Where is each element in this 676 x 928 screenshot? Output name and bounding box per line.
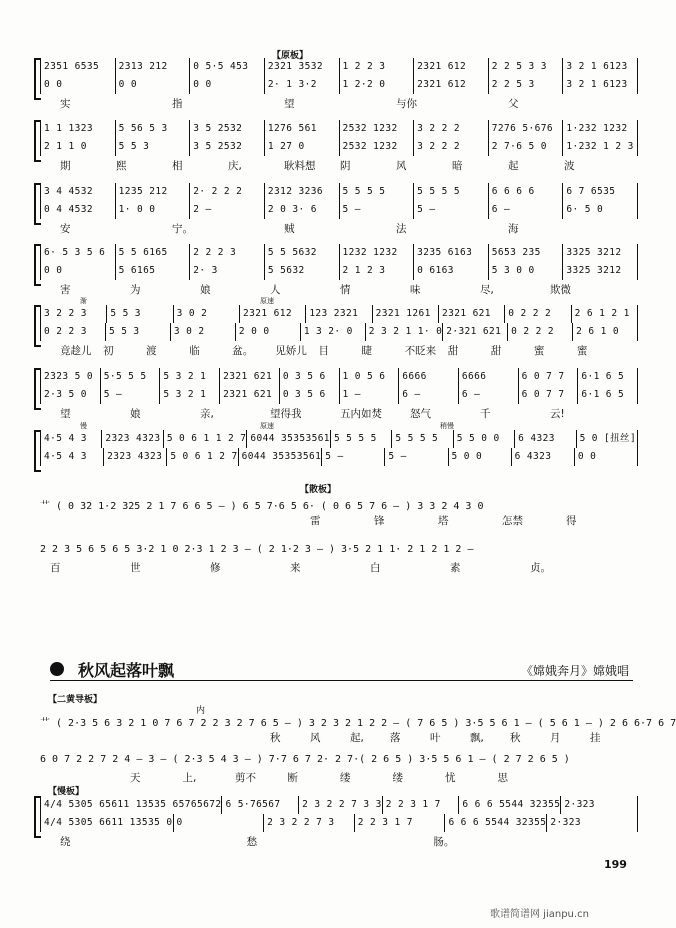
measure: 2312 3236: [265, 183, 340, 201]
measure: 5 0 6 1 1 2 7: [164, 430, 248, 448]
free-line-notes: 2 2 3 5 6 5 6 5 3·2 1 0 2·3 1 2 3 – ( 2 1·2 3 – ) 3·5 2 1 1· 2 1 2 1 2 –: [40, 544, 474, 555]
measure: 2323 5 0: [41, 368, 101, 386]
measure: 2532 1232: [340, 120, 415, 138]
measure: 1235 212: [116, 183, 191, 201]
lyric: 怒气: [410, 408, 431, 420]
lyrics-row: [40, 221, 638, 235]
staff-system: [40, 368, 638, 424]
measure: 1· 0 0: [116, 201, 191, 219]
measure: 3 5 2532: [190, 138, 265, 156]
measure: 2 3 2 1 1· 0: [366, 323, 443, 341]
measure: 2321 612: [414, 58, 489, 76]
lyric: 忧: [445, 772, 456, 784]
measure: 6 –: [489, 201, 564, 219]
lyric: 望: [284, 98, 295, 110]
lyric: 上,: [182, 772, 197, 784]
song-line-1: [40, 712, 676, 746]
measure: 2 2 2 3: [190, 244, 265, 262]
lyric: 飘,: [470, 732, 484, 744]
measure: 0 2 2 2: [508, 323, 573, 341]
measure: 2 6 1 0: [576, 326, 619, 337]
lyrics-row: [40, 406, 638, 420]
section-label-yuanban: 【原板】: [272, 51, 309, 61]
measure: 4·5 4 3: [41, 430, 102, 448]
measure: 3 2 1 6123: [566, 61, 628, 72]
measure: 2351 6535: [41, 58, 116, 76]
measure: 0 0: [41, 76, 116, 94]
lower-part: [41, 448, 637, 466]
staff-system: [40, 422, 638, 486]
song-line-lyrics: [40, 730, 638, 744]
lyric: 蜜: [533, 345, 545, 357]
staff-system: [40, 297, 638, 361]
song-staff-system: [40, 796, 638, 852]
measure: 0: [174, 814, 265, 832]
measure: 2321 1261: [373, 305, 439, 323]
measure: 2323 4323: [104, 448, 167, 466]
measure: 5 5 5 5: [414, 183, 489, 201]
lyric: 竟趁儿: [60, 345, 92, 357]
measure: 5 56 5 3: [116, 120, 191, 138]
lyric: 不眨来: [404, 345, 437, 357]
lyric: 锋: [374, 515, 385, 527]
staff: [40, 430, 638, 466]
measure: 2 0 0: [236, 323, 301, 341]
measure: 5 –: [322, 448, 385, 466]
staff-system: [40, 58, 638, 114]
measure: 1·232 1 2 3: [566, 141, 634, 152]
measure: 6· 5 0: [566, 204, 604, 215]
free-line-1: [40, 495, 638, 529]
lyrics-row: [40, 158, 638, 172]
lower-part: [41, 323, 637, 341]
song-line-notes: 6 0 7 2 2 7 2 4 – 3 – ( 2·3 5 4 3 – ) 7·7 6 7 2· 2 7·( 2 6 5 ) 3·5 5 6 1 – ( 2 7 2 6 5 ): [40, 754, 570, 765]
lyric: 断: [287, 772, 298, 784]
lyric: 耿料想: [284, 160, 316, 172]
measure: 2321 612: [240, 305, 306, 323]
lyric: 期: [60, 160, 71, 172]
measure: 6 4323: [515, 430, 576, 448]
measure: 5 3 0 0: [489, 262, 564, 280]
lyric: 修: [210, 562, 221, 574]
measure: 3 2 2 3: [41, 305, 107, 323]
measure: 5·5 5 5: [101, 368, 161, 386]
measure: 1·232 1232: [566, 123, 628, 134]
lyric: 甜: [490, 345, 502, 357]
measure: 2 3 2 2 7 3: [264, 814, 355, 832]
measure: 3 2 2 2: [414, 138, 489, 156]
measure: 6 7 6535: [566, 186, 616, 197]
staff: [40, 244, 638, 280]
lyric: 雷: [310, 515, 321, 527]
measure: 2 2 3 1 7: [355, 814, 446, 832]
measure: 2·3 5 0: [41, 386, 101, 404]
lyric: 波: [564, 160, 575, 172]
measure: 5 0 6 1 2 7: [167, 448, 238, 466]
measure: 0 3 5 6: [280, 386, 340, 404]
measure: 5 5 3: [106, 323, 171, 341]
lower-part: [41, 262, 637, 280]
measure: 1232 1232: [340, 244, 415, 262]
tempo-mark: 原速: [260, 422, 274, 430]
measure: 0 5·5 453: [190, 58, 265, 76]
free-line-lyrics: [40, 513, 638, 527]
measure: 2·321 621: [443, 323, 508, 341]
measure: 4/4 5305 65611 13535 65765672: [41, 796, 222, 814]
lyric: 海: [508, 223, 519, 235]
measure: 2321 612: [414, 76, 489, 94]
lyric: 白: [370, 562, 381, 574]
upper-part: [41, 120, 637, 138]
lyric: 与你: [396, 98, 417, 110]
measure: 3 2 1 6123: [566, 79, 628, 90]
measure: 5653 235: [489, 244, 564, 262]
upper-part: [41, 305, 637, 323]
lyric: 害: [60, 284, 71, 296]
tempo-mark: 稍慢: [440, 422, 454, 430]
measure: 2· 3: [190, 262, 265, 280]
lyric: 贞。: [530, 562, 551, 574]
measure: 5 0 0: [449, 448, 512, 466]
measure: 2 3 2 2 7 3 3: [299, 796, 383, 814]
upper-part: [41, 183, 637, 201]
lyric: 天: [130, 772, 141, 784]
lyric: 安: [60, 223, 71, 235]
measure: 3 2 2 2: [414, 120, 489, 138]
lyric: 味: [410, 284, 421, 296]
lyric: 见娇儿: [275, 345, 307, 357]
measure: 5 –: [385, 448, 448, 466]
upper-part: [41, 796, 637, 814]
lyric: 缕: [392, 772, 403, 784]
measure: 2 6 1 2 1: [574, 308, 630, 319]
measure: 5 3 2 1: [160, 368, 220, 386]
measure: 6 –: [459, 386, 519, 404]
lyric: 剪不: [235, 772, 256, 784]
lyric: 渡: [146, 345, 157, 357]
measure: 2321 621: [220, 368, 280, 386]
lyric: 肠。: [433, 836, 455, 848]
measure: 5 5 0 0: [454, 430, 515, 448]
section-label-daoban: 【二黄导板】: [48, 695, 103, 705]
upper-part: [41, 368, 637, 386]
lower-part: [41, 138, 637, 156]
measure: 3 0 2: [174, 305, 240, 323]
measure: 5 –: [340, 201, 415, 219]
measure: 5 5 5 5: [331, 430, 392, 448]
staff: [40, 58, 638, 94]
measure: 2313 212: [116, 58, 191, 76]
measure: 5 3 2 1: [160, 386, 220, 404]
measure: 0 6163: [414, 262, 489, 280]
measure: 1 2 2 3: [340, 58, 415, 76]
lyric: 尽,: [480, 284, 494, 296]
measure: 123 2321: [306, 305, 372, 323]
measure: 2·323: [564, 799, 595, 810]
tempo-mark: 慢: [80, 422, 87, 430]
free-line-notes: 艹 ( 0 32 1·2 325 2 1 7 6 6 5 – ) 6 5 7·6 5 6· ( 0 6 5 7 6 – ) 3 3 2 4 3 0: [40, 501, 484, 512]
free-line-lyrics: [40, 560, 638, 574]
lyric: 愁: [246, 836, 258, 848]
upper-part: [41, 58, 637, 76]
measure: 6·1 6 5: [581, 389, 625, 400]
measure: 5 5 5632: [265, 244, 340, 262]
lyric: 月: [550, 732, 561, 744]
staff-system: [40, 183, 638, 239]
lyric: 贼: [284, 223, 295, 235]
lyric: 秋: [270, 732, 281, 744]
measure: 5 5 6165: [116, 244, 191, 262]
bullet-icon: [50, 662, 64, 676]
measure: 2 2 5 3: [489, 76, 564, 94]
lyric: 绕: [60, 836, 71, 848]
measure: 0 4 4532: [41, 201, 116, 219]
tempo-mark: 原速: [260, 297, 274, 305]
measure: 3325 3212: [566, 247, 622, 258]
measure: 3 5 2532: [190, 120, 265, 138]
lyric: 素: [450, 562, 461, 574]
measure: 0 2 2 2: [505, 305, 571, 323]
lyric: 为: [130, 284, 141, 296]
measure: 3325 3212: [566, 265, 622, 276]
measure: 2 2 3 1 7: [383, 796, 460, 814]
measure: 1 1 1323: [41, 120, 116, 138]
lyric: 挂: [590, 732, 601, 744]
section-label-manban: 【慢板】: [48, 787, 85, 797]
lyric: 缕: [340, 772, 351, 784]
lyric: 盆。: [232, 345, 254, 357]
lyric: 欺微: [550, 284, 571, 296]
measure: 2· 1 3·2: [265, 76, 340, 94]
measure: 2 7·6 5 0: [489, 138, 564, 156]
song-line-lyrics: [40, 770, 638, 784]
lyric: 相: [172, 160, 183, 172]
lyric: 人: [270, 284, 281, 296]
measure: 6· 5 3 5 6: [41, 244, 116, 262]
lower-part: [41, 814, 637, 832]
measure: 0 0: [41, 262, 116, 280]
measure: 1 2·2 0: [340, 76, 415, 94]
measure: 0 3 5 6: [280, 368, 340, 386]
measure: 6 5·76567: [222, 796, 299, 814]
lyric: 娘: [200, 284, 211, 296]
measure: 2321 621: [220, 386, 280, 404]
lyric: 法: [396, 223, 407, 235]
measure: 5 5632: [265, 262, 340, 280]
measure: 5 5 5 5: [340, 183, 415, 201]
measure: 2 1 1 0: [41, 138, 116, 156]
measure: 2532 1232: [340, 138, 415, 156]
lyric: 起,: [350, 732, 364, 744]
lyric: 庆,: [228, 160, 242, 172]
measure: 0 0: [577, 451, 597, 462]
song-title: 秋风起落叶飘: [78, 661, 175, 680]
lyric: 千: [480, 408, 491, 420]
measure: 6·1 6 5: [581, 371, 625, 382]
lyric: 望得我: [270, 408, 302, 420]
lyric: 世: [130, 562, 141, 574]
page-number: 199: [604, 858, 627, 871]
measure: 3 0 2: [171, 323, 236, 341]
tempo-mark: 内: [196, 706, 206, 716]
lyric: 百: [50, 562, 61, 574]
lyric: 风: [310, 732, 321, 744]
measure: 3 4 4532: [41, 183, 116, 201]
measure: 7276 5·676: [489, 120, 564, 138]
lyric: 云!: [550, 408, 565, 420]
lyric: 甜: [447, 345, 459, 357]
lyric: 风: [396, 160, 407, 172]
measure: 4·5 4 3: [41, 448, 104, 466]
measure: 1 3 2· 0: [301, 323, 366, 341]
lyric: 临: [189, 345, 200, 357]
lyric: 熙: [116, 160, 127, 172]
measure: 0 2 2 3: [41, 323, 106, 341]
lower-part: [41, 386, 637, 404]
lyric: 望: [60, 408, 71, 420]
measure: 1 –: [340, 386, 400, 404]
lyric: 娘: [130, 408, 141, 420]
staff-system: [40, 120, 638, 176]
lyric: 来: [290, 562, 301, 574]
measure: 5 5 3: [116, 138, 191, 156]
measure: 2·323: [550, 817, 581, 828]
watermark: 歌谱简谱网 jianpu.cn: [490, 909, 589, 920]
measure: 3235 6163: [414, 244, 489, 262]
measure: 1 0 5 6: [340, 368, 400, 386]
upper-part: [41, 430, 637, 448]
measure: 2 2 5 3 3: [489, 58, 564, 76]
lyric: 亲,: [200, 408, 214, 420]
measure: 0 0: [190, 76, 265, 94]
measure: 6044 35353561: [247, 430, 331, 448]
measure: 5 0 [扭丝]: [579, 433, 637, 444]
lyric: 落: [390, 732, 401, 744]
lyric: 指: [172, 98, 183, 110]
lyric: 父: [508, 98, 519, 110]
staff: [40, 368, 638, 404]
measure: 5 6165: [116, 262, 191, 280]
lyric: 叶: [430, 732, 441, 744]
song-title-row: [50, 658, 633, 681]
song-line-2: [40, 752, 638, 786]
lower-part: [41, 201, 637, 219]
measure: 2 –: [190, 201, 265, 219]
lyric: 初: [103, 345, 114, 357]
measure: 2 0 3· 6: [265, 201, 340, 219]
measure: 6 0 7 7: [519, 368, 579, 386]
lyric: 蜜: [576, 345, 588, 357]
lyric: 睫: [361, 345, 373, 357]
lyric: 思: [497, 772, 508, 784]
free-line-2: [40, 542, 638, 576]
measure: 0 0: [116, 76, 191, 94]
lyric: 阴: [340, 160, 351, 172]
measure: 1276 561: [265, 120, 340, 138]
lyrics-row: [40, 343, 638, 357]
lyric: 宁。: [172, 223, 193, 235]
measure: 1 27 0: [265, 138, 340, 156]
lyric: 秋: [510, 732, 521, 744]
measure: 6666: [399, 368, 459, 386]
measure: 4/4 5305 6611 13535 0: [41, 814, 174, 832]
staff: [40, 796, 638, 832]
lyric: 情: [340, 284, 351, 296]
measure: 6 4323: [512, 448, 575, 466]
lyric: 起: [508, 160, 519, 172]
measure: 5 5 3: [107, 305, 173, 323]
measure: 2321 621: [439, 305, 505, 323]
measure: 2· 2 2 2: [190, 183, 265, 201]
song-line-notes: 艹 ( 2·3 5 6 3 2 1 0 7 6 7 2 2 3 2 7 6 5 – ) 3 2 3 2 1 2 2 – ( 7 6 5 ) 3·5 5 6 1 – ( 5 6 1 – ) 2 6 6·7 6 7: [40, 718, 676, 729]
measure: 6 6 6 5544 32355: [445, 814, 547, 832]
measure: 6044 35353561: [239, 448, 323, 466]
measure: 5 –: [101, 386, 161, 404]
lyric: 怎禁: [502, 515, 523, 527]
staff: [40, 120, 638, 156]
lyric: 塔: [438, 515, 449, 527]
lower-part: [41, 76, 637, 94]
measure: 2 1 2 3: [340, 262, 415, 280]
measure: 6 0 7 7: [519, 386, 579, 404]
measure: 5 5 5 5: [392, 430, 453, 448]
lyric: 五内如焚: [340, 408, 382, 420]
lyrics-row: [40, 96, 638, 110]
measure: 6 –: [399, 386, 459, 404]
lyrics-row: [40, 282, 638, 296]
lyric: 实: [60, 98, 71, 110]
lyric: 暗: [452, 160, 463, 172]
measure: 2321 3532: [265, 58, 340, 76]
staff-system: [40, 244, 638, 300]
upper-part: [41, 244, 637, 262]
lyrics-row: [40, 834, 638, 848]
lyric: 得: [566, 515, 577, 527]
staff: [40, 305, 638, 341]
song-attribution: 《嫦娥奔月》嫦娥唱: [520, 664, 629, 678]
tempo-mark: 渐: [80, 297, 87, 305]
lyric: 目: [318, 345, 329, 357]
measure: 2323 4323: [102, 430, 163, 448]
measure: 6 6 6 6: [489, 183, 564, 201]
section-label-sanban: 【散板】: [300, 485, 337, 495]
staff: [40, 183, 638, 219]
measure: 6 6 6 5544 32355: [459, 796, 561, 814]
measure: 6666: [459, 368, 519, 386]
measure: 5 –: [414, 201, 489, 219]
